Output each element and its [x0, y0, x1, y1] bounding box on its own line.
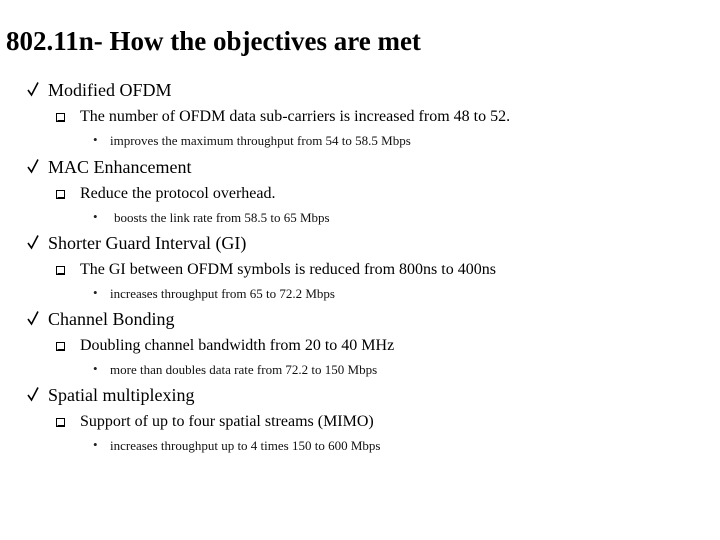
level3-text: improves the maximum throughput from 54 to 58.5 Mbps	[110, 133, 411, 148]
level3-text: increases throughput up to 4 times 150 to 600 Mbps	[110, 438, 381, 453]
checkmark-icon	[27, 234, 39, 250]
checkmark-icon	[27, 158, 39, 174]
hollow-square-icon	[56, 113, 65, 122]
bullet-icon: •	[93, 285, 98, 300]
level1-text: Channel Bonding	[48, 309, 175, 329]
level2-text: Reduce the protocol overhead.	[80, 185, 276, 202]
checkmark-icon	[27, 81, 39, 97]
level2-text: Support of up to four spatial streams (MIMO)	[80, 413, 374, 430]
level2-text: The GI between OFDM symbols is reduced from 800ns to 400ns	[80, 261, 496, 278]
level2-text: Doubling channel bandwidth from 20 to 40 MHz	[80, 337, 395, 354]
bullet-icon: •	[93, 132, 98, 147]
level1-text: Spatial multiplexing	[48, 385, 195, 405]
level2-text: The number of OFDM data sub-carriers is increased from 48 to 52.	[80, 108, 511, 125]
bullet-icon: •	[93, 209, 98, 224]
level3-text: more than doubles data rate from 72.2 to 150 Mbps	[110, 362, 378, 377]
bullet-icon: •	[93, 361, 98, 376]
level3-text: boosts the link rate from 58.5 to 65 Mbps	[114, 210, 330, 225]
checkmark-icon	[27, 386, 39, 402]
level1-text: MAC Enhancement	[48, 157, 192, 177]
level3-text: increases throughput from 65 to 72.2 Mbps	[110, 286, 335, 301]
bullet-icon: •	[93, 437, 98, 452]
level1-text: Shorter Guard Interval (GI)	[48, 233, 247, 253]
hollow-square-icon	[56, 418, 65, 427]
slide-title: 802.11n- How the objectives are met	[6, 26, 421, 56]
hollow-square-icon	[56, 342, 65, 351]
checkmark-icon	[27, 310, 39, 326]
hollow-square-icon	[56, 266, 65, 275]
hollow-square-icon	[56, 190, 65, 199]
level1-text: Modified OFDM	[48, 80, 172, 100]
